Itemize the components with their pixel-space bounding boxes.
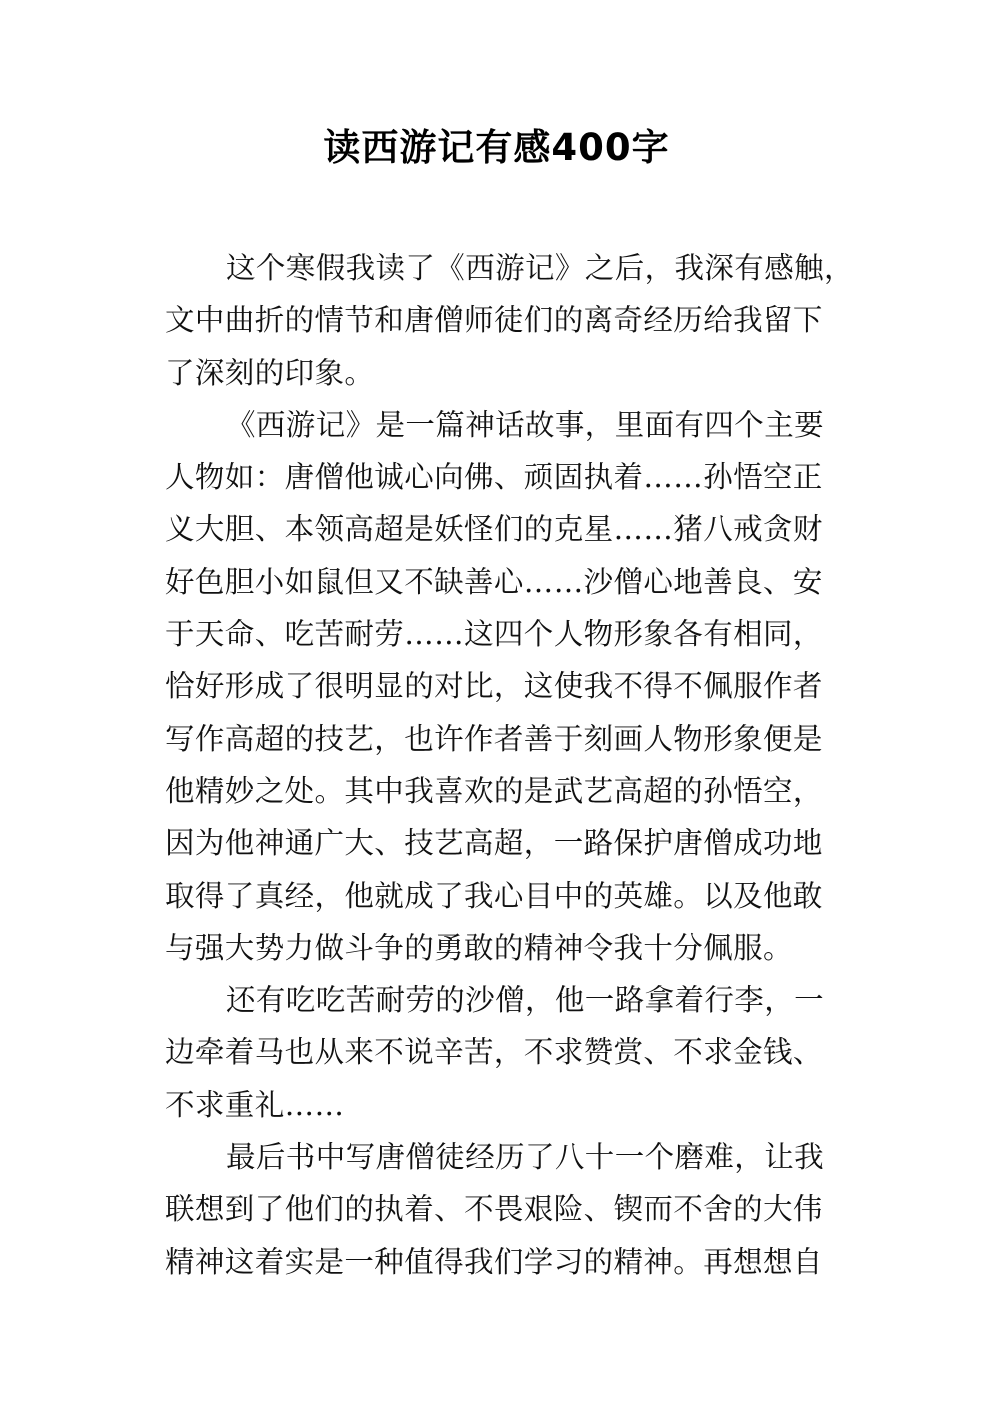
text-line: 他精妙之处。其中我喜欢的是武艺高超的孙悟空， <box>165 773 823 808</box>
text-line: 文中曲折的情节和唐僧师徒们的离奇经历给我留下 <box>165 303 823 338</box>
text-line: 取得了真经，他就成了我心目中的英雄。以及他敢 <box>165 878 823 913</box>
text-line: 与强大势力做斗争的勇敢的精神令我十分佩服。 <box>165 930 793 965</box>
text-line: 《西游记》是一篇神话故事，里面有四个主要 <box>226 407 825 442</box>
text-line: 这个寒假我读了《西游记》之后，我深有感触， <box>226 251 854 285</box>
text-line: 了深刻的印象。 <box>165 355 375 390</box>
text-line: 还有吃吃苦耐劳的沙僧，他一路拿着行李，一 <box>226 983 825 1018</box>
text-line: 联想到了他们的执着、不畏艰险、锲而不舍的大伟 <box>165 1192 823 1227</box>
text-line: 人物如：唐僧他诚心向佛、顽固执着……孙悟空正 <box>165 460 823 495</box>
text-line: 边牵着马也从来不说辛苦，不求赞赏、不求金钱、 <box>165 1035 823 1070</box>
text-line: 因为他神通广大、技艺高超，一路保护唐僧成功地 <box>165 826 823 861</box>
text-line: 不求重礼…… <box>165 1087 345 1122</box>
text-line: 精神这着实是一种值得我们学习的精神。再想想自 <box>165 1244 823 1279</box>
paragraph <box>165 1131 827 1288</box>
document-body <box>165 242 854 1288</box>
text-line: 写作高超的技艺，也许作者善于刻画人物形象便是 <box>165 721 823 756</box>
paragraph <box>165 242 854 399</box>
text-line: 最后书中写唐僧徒经历了八十一个磨难，让我 <box>226 1140 825 1175</box>
paragraph <box>165 399 827 974</box>
document-title: 读西游记有感400字 <box>323 126 670 169</box>
text-line: 好色胆小如鼠但又不缺善心……沙僧心地善良、安 <box>165 564 823 599</box>
paragraph <box>165 974 827 1131</box>
text-line: 于天命、吃苦耐劳……这四个人物形象各有相同， <box>165 617 823 652</box>
text-line: 恰好形成了很明显的对比，这使我不得不佩服作者 <box>165 669 823 704</box>
text-line: 义大胆、本领高超是妖怪们的克星……猪八戒贪财 <box>165 512 823 547</box>
